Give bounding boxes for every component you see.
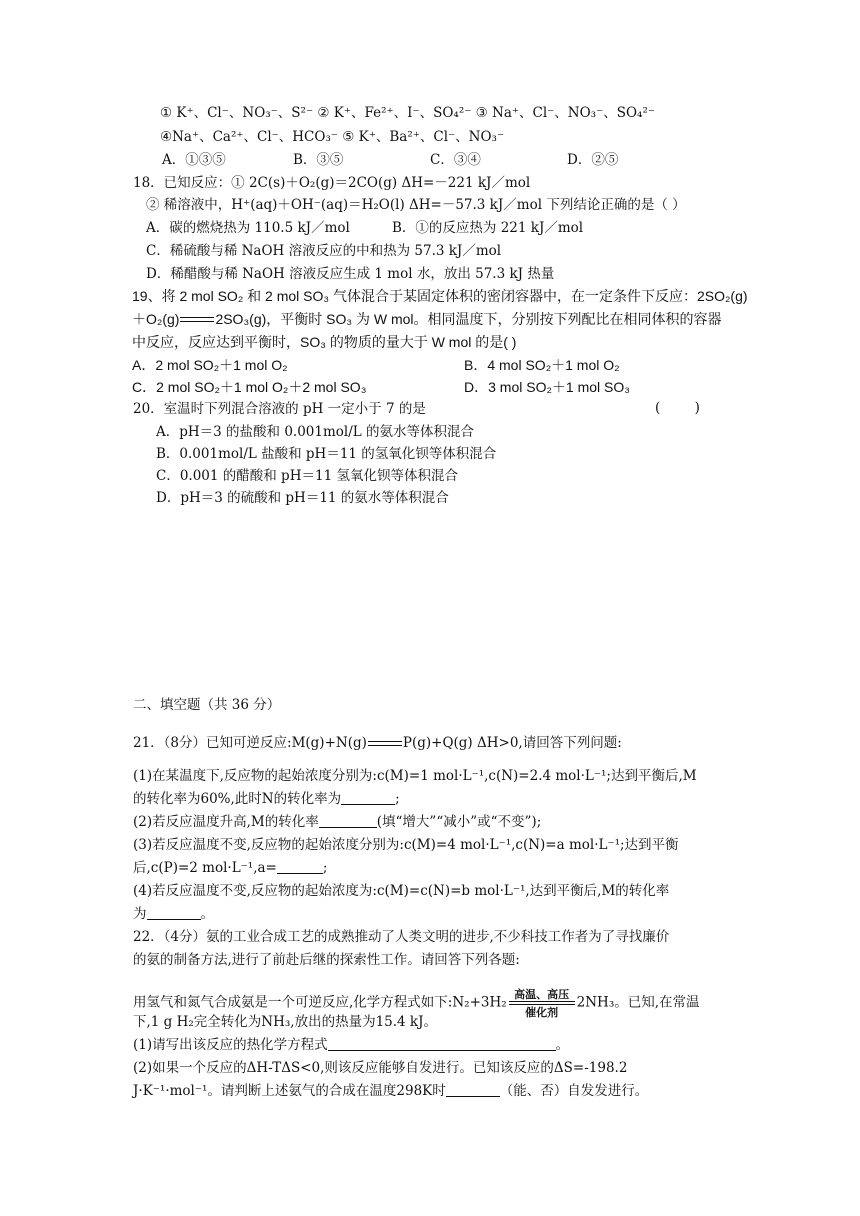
q21-part-1-text: 的转化率为60%,此时N的转化率为 <box>133 791 342 807</box>
q18-stem-line-1: 18．已知反应：① 2C(s)＋O₂(g)＝2CO(g) ΔH=－221 kJ／mol <box>133 175 531 191</box>
q20-answer-paren: ( ) <box>655 400 700 416</box>
q20-stem: 20．室温时下列混合溶液的 pH 一定小于 7 的是 <box>133 401 426 417</box>
reversible-arrow-with-conditions <box>507 988 577 1018</box>
q17-option-row-1: ① K⁺、Cl⁻、NO₃⁻、S²⁻ ② K⁺、Fe²⁺、I⁻、SO₄²⁻ ③ Na⁺、Cl⁻、NO₃⁻、SO₄²⁻ <box>160 105 655 121</box>
q18-choice-a: A．碳的燃烧热为 110.5 kJ／mol <box>146 220 350 236</box>
q19-stem-line-2 <box>132 310 722 328</box>
q21-part-4-line-2 <box>133 905 214 923</box>
q18-stem-line-2: ② 稀溶液中，H⁺(aq)＋OH⁻(aq)＝H₂O(l) ΔH=－57.3 kJ／mol 下列结论正确的是（ ） <box>146 197 686 213</box>
q21-stem-left: 21．（8分）已知可逆反应:M(g)+N(g) <box>133 735 367 751</box>
q19-choice-c: C．2 mol SO₂＋1 mol O₂＋2 mol SO₃ <box>132 379 367 395</box>
q21-part-1-line-1: (1)在某温度下,反应物的起始浓度分别为:c(M)=1 mol·L⁻¹,c(N)=2.4 mol·L⁻¹;达到平衡后,M <box>133 768 697 784</box>
reversible-arrow-icon <box>509 1001 575 1002</box>
equilibrium-arrow-icon <box>368 738 402 750</box>
q22-equation-right: 2NH₃。已知,在常温 <box>576 994 700 1011</box>
q18-choice-d: D．稀醋酸与稀 NaOH 溶液反应生成 1 mol 水，放出 57.3 kJ 热量 <box>146 266 555 282</box>
equilibrium-arrow-icon <box>180 314 214 326</box>
q19-stem-line-3: 中反应，反应达到平衡时，SO₃ 的物质的量大于 W mol 的是( ) <box>132 334 517 350</box>
q19-choice-d: D．3 mol SO₂＋1 mol SO₃ <box>464 379 630 395</box>
q17-choice-b: B．③⑤ <box>293 152 344 168</box>
q20-choice-a: A．pH＝3 的盐酸和 0.001mol/L 的氨水等体积混合 <box>156 424 475 440</box>
condition-top: 高温、高压 <box>514 988 570 1001</box>
q21-answer-blank-3[interactable] <box>277 859 323 874</box>
q21-part-2-rest: (填“增大”“减小”或“不变”); <box>376 814 542 830</box>
q21-part-1-end: ; <box>395 791 400 807</box>
q21-answer-blank-4[interactable] <box>147 905 201 920</box>
q22-stem-line-2: 的氨的制备方法,进行了前赴后继的探索性工作。请回答下列各题: <box>133 952 520 968</box>
q21-stem-right: P(g)+Q(g) ΔH>0,请回答下列问题: <box>402 735 622 751</box>
q20-choice-d: D．pH＝3 的硫酸和 pH＝11 的氨水等体积混合 <box>156 490 449 506</box>
q22-part-1 <box>133 1036 569 1054</box>
q22-stem-line-4: 下,1 g H₂完全转化为NH₃,放出的热量为15.4 kJ。 <box>133 1014 438 1030</box>
q22-part-2-line-2 <box>133 1082 648 1100</box>
q20-choice-b: B．0.001mol/L 盐酸和 pH＝11 的氢氧化钡等体积混合 <box>156 446 497 462</box>
q17-choice-c: C．③④ <box>430 152 481 168</box>
section-2-title: 二、填空题（共 36 分） <box>133 697 281 713</box>
q21-part-2 <box>133 813 541 831</box>
q22-part-1-end: 。 <box>555 1037 570 1053</box>
q21-part-3-text: 后,c(P)=2 mol·L⁻¹,a= <box>133 860 277 876</box>
q17-choice-d: D．②⑤ <box>567 152 619 168</box>
q17-option-row-2: ④Na⁺、Ca²⁺、Cl⁻、HCO₃⁻ ⑤ K⁺、Ba²⁺、Cl⁻、NO₃⁻ <box>160 129 505 145</box>
q21-part-4-text: 为 <box>133 906 147 922</box>
q20-choice-c: C．0.001 的醋酸和 pH＝11 氢氧化钡等体积混合 <box>156 468 458 484</box>
q19-choice-a: A．2 mol SO₂＋1 mol O₂ <box>132 357 288 373</box>
q21-part-1-line-2 <box>133 790 400 808</box>
q21-part-4-end: 。 <box>200 906 214 922</box>
q22-part-2-text: J·K⁻¹·mol⁻¹。请判断上述氨气的合成在温度298K时 <box>133 1083 446 1099</box>
q21-answer-blank-1[interactable] <box>341 790 395 805</box>
q22-part-1-text: (1)请写出该反应的热化学方程式 <box>133 1037 328 1053</box>
condition-bottom: 催化剂 <box>525 1006 559 1019</box>
q19-choice-b: B．4 mol SO₂＋1 mol O₂ <box>464 357 620 373</box>
q21-answer-blank-2[interactable] <box>319 813 377 828</box>
q22-equation-left: 用氢气和氮气合成氨是一个可逆反应,化学方程式如下:N₂+3H₂ <box>133 994 507 1011</box>
q21-part-3-line-1: (3)若反应温度不变,反应物的起始浓度分别为:c(M)=4 mol·L⁻¹,c(N)=a mol·L⁻¹;达到平衡 <box>133 837 679 853</box>
q21-part-4-line-1: (4)若反应温度不变,反应物的起始浓度为:c(M)=c(N)=b mol·L⁻¹,达到平衡后,M的转化率 <box>133 883 670 899</box>
q22-answer-blank-2[interactable] <box>446 1082 500 1097</box>
q22-stem-line-1: 22．（4分）氨的工业合成工艺的成熟推动了人类文明的进步,不少科技工作者为了寻找廉价 <box>133 929 670 945</box>
q18-choice-c: C．稀硫酸与稀 NaOH 溶液反应的中和热为 57.3 kJ／mol <box>146 243 502 259</box>
q22-part-2-end: （能、否）自发发进行。 <box>499 1083 649 1099</box>
q19-stem-line-1: 19、将 2 mol SO₂ 和 2 mol SO₃ 气体混合于某固定体积的密闭容器中，在一定条件下反应：2SO₂(g) <box>132 288 748 304</box>
q21-part-3-end: ; <box>322 860 328 876</box>
q21-stem <box>133 734 622 752</box>
q22-part-2-line-1: (2)如果一个反应的ΔH-TΔS<0,则该反应能够自发进行。已知该反应的ΔS=-198.2 <box>133 1060 628 1076</box>
q19-stem-line-2-right: 2SO₃(g)，平衡时 SO₃ 为 W mol。相同温度下，分别按下列配比在相同体积的容器 <box>215 311 722 327</box>
q19-stem-line-2-left: ＋O₂(g) <box>132 311 180 327</box>
q21-part-2-text: (2)若反应温度升高,M的转化率 <box>133 814 319 830</box>
q17-choice-a: A．①③⑤ <box>162 152 226 168</box>
q22-answer-blank-1[interactable] <box>328 1036 556 1051</box>
q18-choice-b: B．①的反应热为 221 kJ／mol <box>392 220 584 236</box>
q21-part-3-line-2 <box>133 859 327 877</box>
